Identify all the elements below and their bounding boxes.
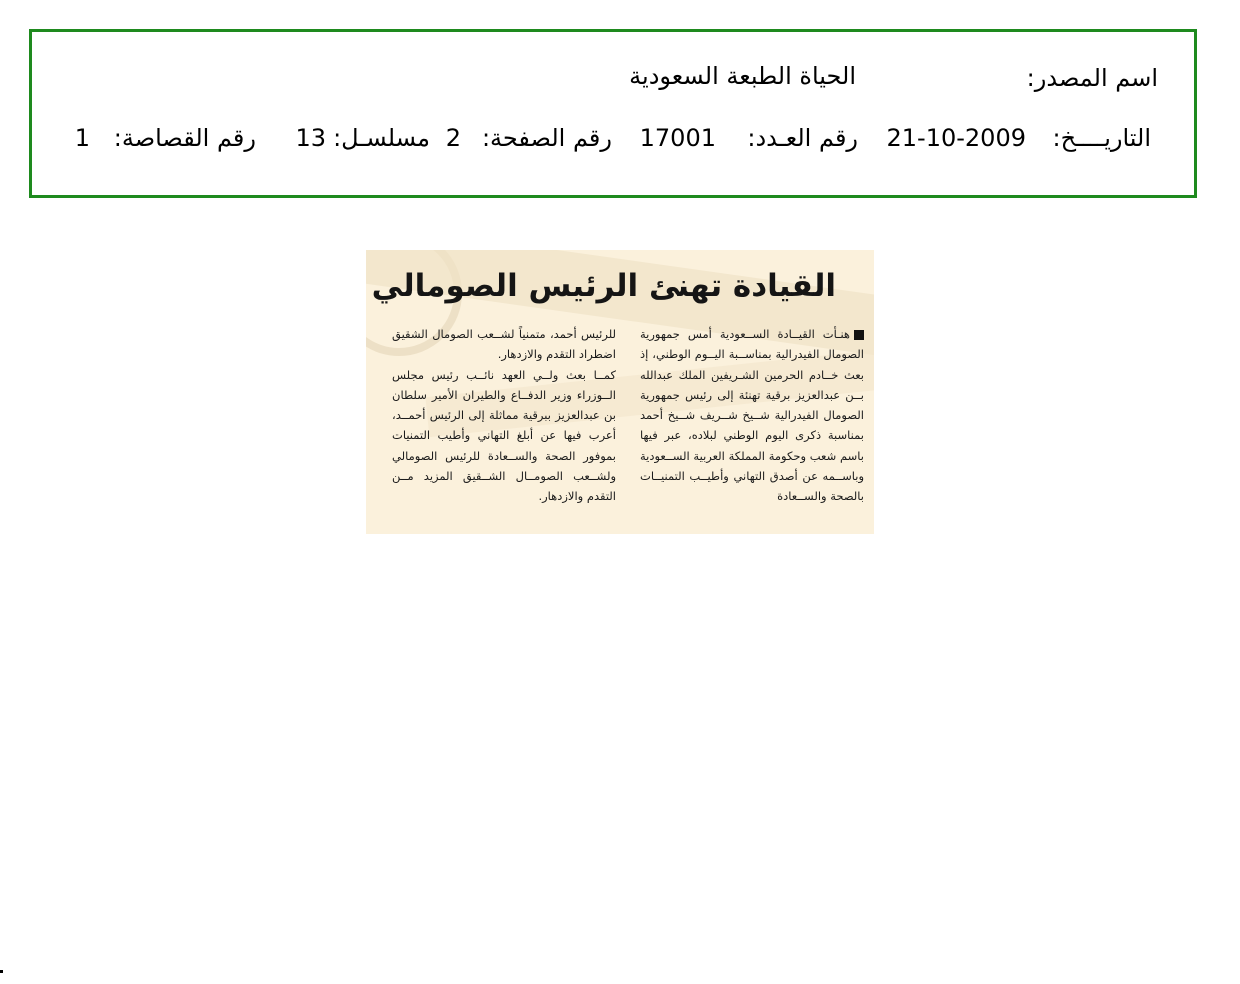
page-value: 2 (445, 124, 461, 152)
scan-speck (0, 970, 3, 973)
date-value: 21-10-2009 (886, 124, 1026, 152)
source-label: اسم المصدر: (1026, 64, 1158, 92)
issue-label: رقم العـدد: (747, 124, 858, 152)
serial-label: مسلسـل: (333, 124, 430, 152)
newspaper-clipping (366, 250, 874, 534)
article-column-right (640, 324, 864, 507)
issue-value: 17001 (639, 124, 716, 152)
article-text-right: هنـأت القيــادة الســعودية أمس جمهورية الصومال الفيدرالية بمناســبة اليــوم الوطني، إذ بعث خــادم الحرمين الشـريفين الملك عبدالله بــن عبدالعزيز برقية تهنئة إلى رئيس جمهورية الصومال الفيدرالية شــيخ شــريف شــيخ أحمد بمناسبة ذكرى اليوم الوطني لبلاده، عبر فيها باسم شعب وحكومة المملكة العربية الســعودية وباســمه عن أصدق التهاني وأطيــب التمنيــات بالصحة والســعادة (640, 327, 864, 504)
source-info-box (29, 29, 1197, 198)
page-label: رقم الصفحة: (481, 124, 612, 152)
source-value: الحياة الطبعة السعودية (629, 62, 856, 90)
article-text-left-p2: كمــا بعث ولــي العهد نائــب رئيس مجلس الــوزراء وزير الدفــاع والطيران الأمير سلطان بن عبدالعزيز ببرقية مماثلة إلى الرئيس أحمــد، أعرب فيها عن أبلغ التهاني وأطيب التمنيات بموفور الصحة والســعادة للرئيس الصومالي ولشــعب الصومــال الشــقيق المزيد مــن التقدم والازدهار. (392, 367, 616, 504)
article-headline: القيادة تهنئ الرئيس الصومالي (371, 268, 836, 304)
clip-label: رقم القصاصة: (113, 124, 256, 152)
bullet-square-icon (854, 330, 864, 340)
article-text-left-p1: للرئيس أحمد، متمنياً لشــعب الصومال الشقيق اضطراد التقدم والازدهار. (392, 327, 616, 362)
article-column-left (392, 324, 616, 507)
date-label: التاريــــخ: (1052, 124, 1151, 152)
serial-value: 13 (295, 124, 326, 152)
clip-value: 1 (74, 124, 90, 152)
